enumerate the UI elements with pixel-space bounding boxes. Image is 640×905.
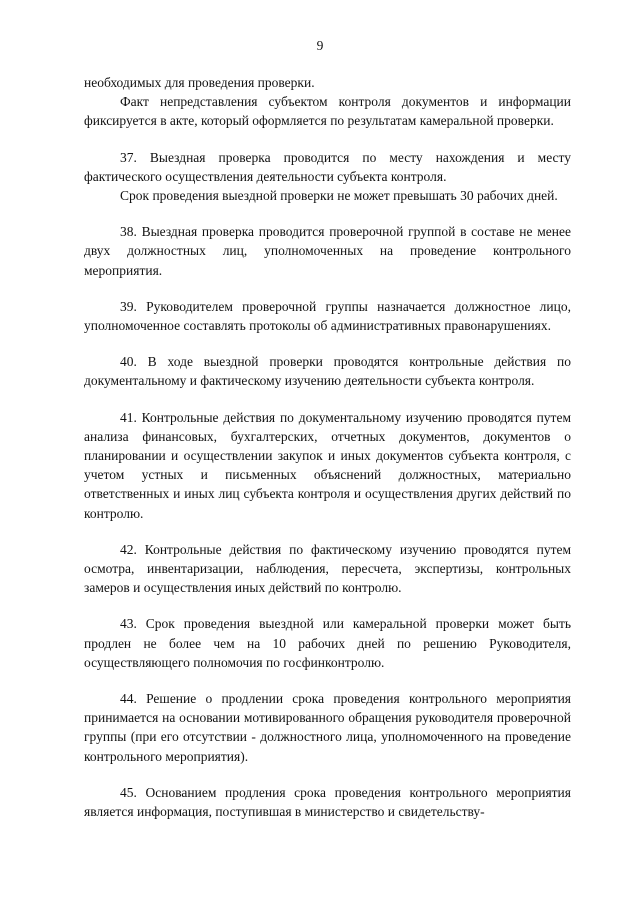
paragraph-38: 38. Выездная проверка проводится проверочной группой в составе не менее двух должностных лиц, уполномоченных на проведение контрольного мероприятия. — [84, 224, 571, 278]
paragraph-39: 39. Руководителем проверочной группы назначается должностное лицо, уполномоченное составлять протоколы об административных правонарушениях. — [84, 298, 571, 334]
paragraph-37-term: Срок проведения выездной проверки не может превышать 30 рабочих дней. — [120, 188, 558, 204]
paragraph-42: 42. Контрольные действия по фактическому изучению проводятся путем осмотра, инвентаризации, наблюдения, пересчета, экспертизы, контрольных замеров и осуществления иных действий по контролю. — [84, 541, 571, 596]
paragraph-37: 37. Выездная проверка проводится по месту нахождения и месту фактического осуществления деятельности субъекта контроля. — [84, 149, 571, 184]
paragraph-43: 43. Срок проведения выездной или камеральной проверки может быть продлен не более чем на 10 рабочих дней по решению Руководителя, осуществляющего полномочия по госфинконтролю. — [84, 616, 571, 670]
paragraph-44: 44. Решение о продлении срока проведения контрольного мероприятия принимается на основании мотивированного обращения руководителя проверочной группы (при его отсутствии - должностного лица, уполномоченного на проведение контрольного мероприятия). — [84, 691, 571, 764]
paragraph-info-fact: Факт непредставления субъектом контроля документов и информации фиксируется в акте, который оформляется по результатам камеральной проверки. — [84, 94, 571, 129]
document-body — [84, 73, 571, 821]
paragraph-40: 40. В ходе выездной проверки проводятся контрольные действия по документальному и фактическому изучению деятельности субъекта контроля. — [84, 354, 571, 389]
paragraph-41: 41. Контрольные действия по документальному изучению проводятся путем анализа финансовых, бухгалтерских, отчетных документов, документов о планировании и осуществлении закупок и иных документов субъекта контроля, с учетом устных и письменных объяснений должностных, материально ответственных и иных лиц субъекта контроля и осуществления других действий по контролю. — [84, 409, 571, 521]
paragraph-45: 45. Основанием продления срока проведения контрольного мероприятия является информация, поступившая в министерство и свидетельству- — [84, 784, 571, 820]
paragraph-continuation: необходимых для проведения проверки. — [84, 75, 315, 90]
page-number: 9 — [316, 38, 324, 53]
